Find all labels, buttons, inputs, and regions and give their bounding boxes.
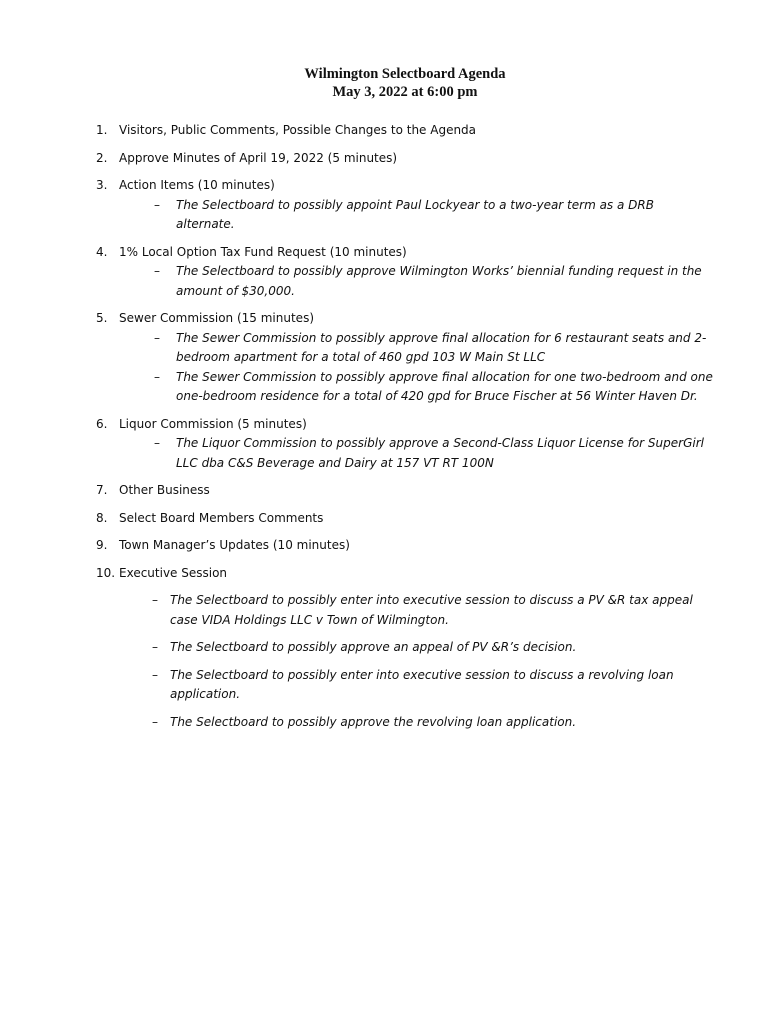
dash-bullet: – xyxy=(154,436,160,450)
item-number: 1. xyxy=(96,123,108,137)
item-text: Visitors, Public Comments, Possible Changes to the Agenda xyxy=(119,123,477,137)
sub-item-text: The Selectboard to possibly approve an appeal of PV &R’s decision. xyxy=(170,640,577,654)
sub-item-text: The Selectboard to possibly approve the revolving loan application. xyxy=(170,714,577,729)
dash-bullet: – xyxy=(154,369,160,384)
sub-item-text: The Selectboard to possibly enter into executive session to discuss a revolving loan application. xyxy=(170,667,674,701)
agenda-list xyxy=(96,121,716,740)
item-number: 9. xyxy=(96,538,108,552)
sub-item-text: The Sewer Commission to possibly approve final allocation for 6 restaurant seats and 2-bedroom apartment for a total of 460 gpd 103 W Main St LLC xyxy=(176,330,707,364)
sub-item xyxy=(119,329,716,368)
item-number: 10. xyxy=(96,565,116,580)
agenda-header xyxy=(0,65,770,101)
dash-bullet: – xyxy=(152,667,158,682)
item-number: 4. xyxy=(96,244,108,259)
agenda-item-6 xyxy=(96,415,716,474)
item-text: Executive Session xyxy=(119,565,228,580)
sub-item xyxy=(119,591,716,630)
agenda-item-9 xyxy=(96,536,716,556)
item-number: 3. xyxy=(96,178,108,192)
item-text: Select Board Members Comments xyxy=(119,510,324,525)
agenda-item-4 xyxy=(96,243,716,302)
dash-bullet: – xyxy=(154,197,160,212)
sub-item-text: The Liquor Commission to possibly approve a Second-Class Liquor License for SuperGirl LLC dba C&S Beverage and Dairy at 157 VT RT 100N xyxy=(176,436,704,470)
agenda-item-10 xyxy=(96,564,716,733)
item-text: Approve Minutes of April 19, 2022 (5 minutes) xyxy=(119,150,398,165)
item-text: Town Manager’s Updates (10 minutes) xyxy=(119,538,350,552)
dash-bullet: – xyxy=(154,330,160,345)
sub-item-text: The Selectboard to possibly appoint Paul Lockyear to a two-year term as a DRB alternate. xyxy=(176,197,654,231)
agenda-title: Wilmington Selectboard Agenda xyxy=(304,66,506,82)
item-text: 1% Local Option Tax Fund Request (10 minutes) xyxy=(119,244,407,259)
item-text: Liquor Commission (5 minutes) xyxy=(119,416,307,431)
dash-bullet: – xyxy=(152,640,158,654)
sub-item xyxy=(119,713,716,733)
agenda-item-5 xyxy=(96,309,716,407)
sub-item-text: The Selectboard to possibly approve Wilmington Works’ biennial funding request in the amount of $30,000. xyxy=(176,264,702,298)
item-text: Sewer Commission (15 minutes) xyxy=(119,311,314,325)
agenda-item-7 xyxy=(96,481,716,501)
item-number: 8. xyxy=(96,510,108,525)
meeting-date: May 3, 2022 at 6:00 pm xyxy=(332,84,478,100)
sub-item xyxy=(119,368,716,407)
item-text: Action Items (10 minutes) xyxy=(119,178,275,192)
agenda-item-1 xyxy=(96,121,716,141)
item-number: 2. xyxy=(96,150,108,165)
item-number: 5. xyxy=(96,311,108,325)
dash-bullet: – xyxy=(152,593,158,607)
sub-item xyxy=(119,196,716,235)
sub-item xyxy=(119,434,716,473)
sub-item-text: The Selectboard to possibly enter into executive session to discuss a PV &R tax appeal case VIDA Holdings LLC v Town of Wilmington. xyxy=(170,593,693,627)
sub-item xyxy=(119,262,716,301)
dash-bullet: – xyxy=(154,264,160,278)
item-number: 6. xyxy=(96,416,108,431)
agenda-item-3 xyxy=(96,176,716,235)
agenda-item-8 xyxy=(96,509,716,529)
sub-item-text: The Sewer Commission to possibly approve final allocation for one two-bedroom and one one-bedroom residence for a total of 420 gpd for Bruce Fischer at 56 Winter Haven Dr. xyxy=(176,369,713,403)
sub-item xyxy=(119,666,716,705)
item-text: Other Business xyxy=(119,483,210,497)
agenda-item-2 xyxy=(96,149,716,169)
sub-item xyxy=(119,638,716,658)
dash-bullet: – xyxy=(152,714,158,729)
item-number: 7. xyxy=(96,483,108,497)
